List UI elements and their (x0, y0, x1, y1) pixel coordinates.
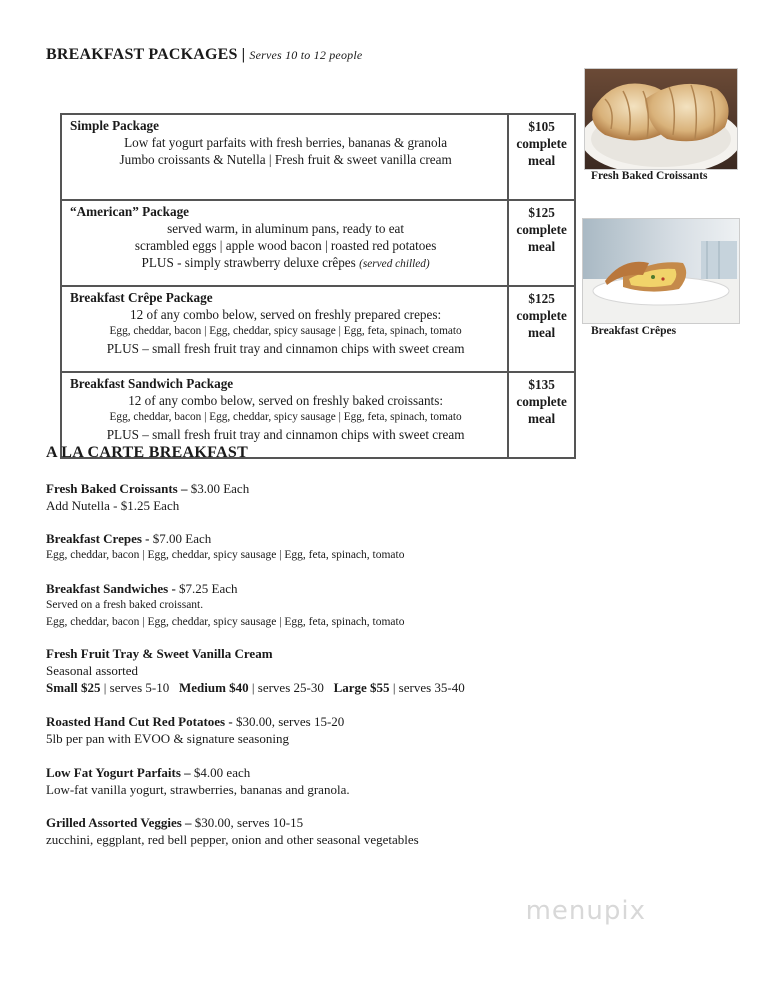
item-name: Fresh Fruit Tray & Sweet Vanilla Cream (46, 646, 273, 661)
a-la-carte-title: A LA CARTE BREAKFAST (46, 444, 249, 461)
menu-item-potatoes (46, 713, 344, 747)
item-detail: Low-fat vanilla yogurt, strawberries, bananas and granola. (46, 782, 350, 797)
price-note: meal (528, 411, 556, 426)
package-line: Jumbo croissants & Nutella | Fresh fruit & sweet vanilla cream (119, 152, 452, 167)
item-detail: Served on a fresh baked croissant. (46, 599, 204, 611)
item-detail: 5lb per pan with EVOO & signature seasoning (46, 731, 289, 746)
item-name: Roasted Hand Cut Red Potatoes - (46, 714, 233, 729)
title-text: BREAKFAST PACKAGES (46, 46, 238, 63)
item-price: $30.00, serves 10-15 (191, 815, 304, 830)
item-heading (46, 480, 249, 497)
item-detail: zucchini, eggplant, red bell pepper, onion and other seasonal vegetables (46, 832, 419, 847)
price-note: meal (528, 325, 556, 340)
menu-item-sandwiches (46, 580, 404, 631)
package-row (61, 200, 575, 286)
item-heading (46, 580, 404, 597)
price-note: complete (516, 308, 567, 323)
package-row (61, 114, 575, 200)
package-price: $135 (528, 377, 555, 392)
page-title (46, 46, 362, 64)
package-line-text: PLUS - simply strawberry deluxe crêpes (141, 255, 356, 270)
package-name: Breakfast Sandwich Package (70, 376, 234, 391)
item-name: Low Fat Yogurt Parfaits – (46, 765, 191, 780)
package-line: served warm, in aluminum pans, ready to eat (167, 221, 405, 236)
photo-caption: Breakfast Crêpes (591, 325, 677, 337)
title-separator: | (241, 46, 246, 63)
item-detail: Add Nutella - $1.25 Each (46, 498, 180, 513)
package-description (61, 200, 508, 286)
package-price-cell (508, 372, 575, 458)
size-medium-serves: | serves 25-30 (251, 680, 324, 695)
item-price: $30.00, serves 15-20 (232, 714, 345, 729)
item-name: Fresh Baked Croissants – (46, 481, 188, 496)
item-heading (46, 713, 344, 730)
price-note: complete (516, 136, 567, 151)
item-detail: Egg, cheddar, bacon | Egg, cheddar, spicy sausage | Egg, feta, spinach, tomato (46, 616, 405, 628)
package-name: Simple Package (70, 118, 160, 133)
title-subtitle: Serves 10 to 12 people (249, 48, 363, 62)
menu-item-parfaits (46, 764, 350, 798)
package-line: Egg, cheddar, bacon | Egg, cheddar, spicy sausage | Egg, feta, spinach, tomato (109, 325, 462, 337)
size-small-label: Small $25 (46, 680, 101, 695)
item-detail: Egg, cheddar, bacon | Egg, cheddar, spicy sausage | Egg, feta, spinach, tomato (46, 549, 405, 561)
package-description (61, 114, 508, 200)
package-description (61, 286, 508, 372)
item-detail: Seasonal assorted (46, 663, 139, 678)
package-line: 12 of any combo below, served on freshly baked croissants: (128, 393, 444, 408)
package-line: PLUS – small fresh fruit tray and cinnamon chips with sweet cream (106, 427, 465, 442)
package-price: $105 (528, 119, 555, 134)
item-sizes (46, 679, 465, 696)
package-price-cell (508, 114, 575, 200)
price-note: meal (528, 239, 556, 254)
size-small-serves: | serves 5-10 (103, 680, 170, 695)
crepes-photo (582, 218, 740, 324)
menu-item-veggies (46, 814, 419, 848)
menu-item-crepes (46, 530, 404, 564)
size-medium-label: Medium $40 (178, 680, 249, 695)
item-price: $7.00 Each (149, 531, 212, 546)
package-line: 12 of any combo below, served on freshly prepared crepes: (130, 307, 442, 322)
item-name: Breakfast Sandwiches - (46, 581, 176, 596)
item-price: $4.00 each (190, 765, 251, 780)
package-line (70, 254, 501, 273)
package-price: $125 (528, 291, 555, 306)
packages-table (60, 113, 576, 459)
item-heading (46, 764, 350, 781)
package-line: Low fat yogurt parfaits with fresh berries, bananas & granola (124, 135, 448, 150)
price-note: complete (516, 222, 567, 237)
item-name: Grilled Assorted Veggies – (46, 815, 192, 830)
package-name: Breakfast Crêpe Package (70, 290, 213, 305)
item-heading (46, 814, 419, 831)
size-large-serves: | serves 35-40 (392, 680, 465, 695)
package-line-note: (served chilled) (359, 258, 430, 270)
package-line: PLUS – small fresh fruit tray and cinnamon chips with sweet cream (106, 341, 465, 356)
package-line: Egg, cheddar, bacon | Egg, cheddar, spicy sausage | Egg, feta, spinach, tomato (109, 411, 462, 423)
photo-caption: Fresh Baked Croissants (591, 170, 708, 182)
croissants-photo (584, 68, 738, 170)
item-price: $7.25 Each (175, 581, 238, 596)
item-heading (46, 530, 404, 547)
price-note: complete (516, 394, 567, 409)
package-price-cell (508, 200, 575, 286)
package-name: “American” Package (70, 204, 190, 219)
package-price-cell (508, 286, 575, 372)
package-line: scrambled eggs | apple wood bacon | roasted red potatoes (134, 238, 437, 253)
menu-item-croissants (46, 480, 249, 514)
item-name: Breakfast Crepes - (46, 531, 150, 546)
price-note: meal (528, 153, 556, 168)
package-price: $125 (528, 205, 555, 220)
menu-item-fruit-tray (46, 645, 465, 696)
item-price: $3.00 Each (187, 481, 250, 496)
size-large-label: Large $55 (333, 680, 390, 695)
package-row (61, 286, 575, 372)
watermark: menupix (525, 896, 646, 926)
